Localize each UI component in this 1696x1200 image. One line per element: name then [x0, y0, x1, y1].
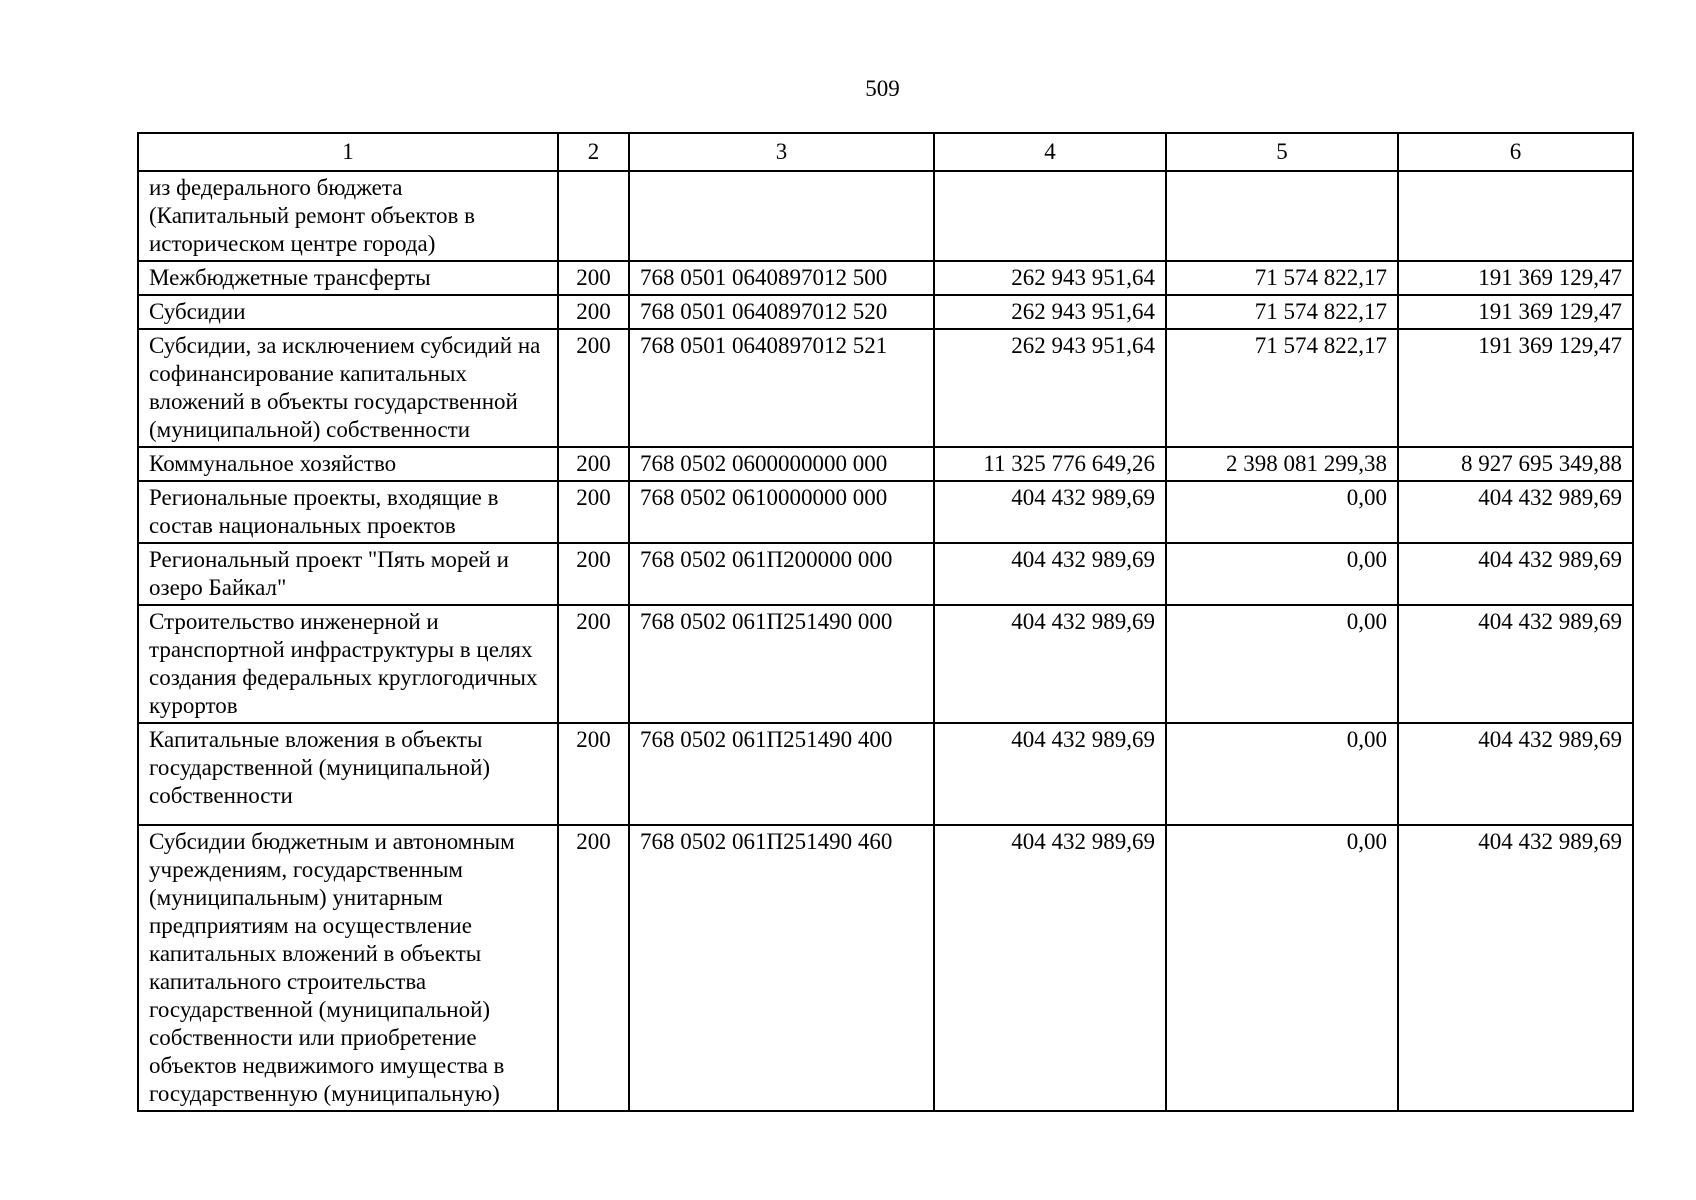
row-code: 200: [558, 605, 629, 723]
header-col-5: 5: [1166, 133, 1398, 171]
table-row: [138, 447, 1633, 481]
row-name: Капитальные вложения в объекты государственной (муниципальной) собственности: [138, 723, 558, 825]
budget-table: [137, 132, 1634, 1112]
row-col5: 71 574 822,17: [1166, 261, 1398, 295]
row-col6: 191 369 129,47: [1398, 261, 1633, 295]
row-col6: 404 432 989,69: [1398, 543, 1633, 605]
row-col5: 2 398 081 299,38: [1166, 447, 1398, 481]
row-col4: [934, 171, 1166, 261]
header-col-4: 4: [934, 133, 1166, 171]
row-name: Строительство инженерной и транспортной инфраструктуры в целях создания федеральных круглогодичных курортов: [138, 605, 558, 723]
row-name: Субсидии: [138, 295, 558, 329]
row-code: 200: [558, 261, 629, 295]
row-col5: [1166, 171, 1398, 261]
row-kbk: 768 0501 0640897012 521: [629, 329, 934, 447]
table-row: [138, 543, 1633, 605]
row-code: 200: [558, 543, 629, 605]
row-col6: 191 369 129,47: [1398, 295, 1633, 329]
row-col4: 404 432 989,69: [934, 481, 1166, 543]
row-code: 200: [558, 329, 629, 447]
header-col-2: 2: [558, 133, 629, 171]
row-code: 200: [558, 825, 629, 1111]
header-col-6: 6: [1398, 133, 1633, 171]
row-col6: 404 432 989,69: [1398, 825, 1633, 1111]
row-code: 200: [558, 723, 629, 825]
row-code: 200: [558, 295, 629, 329]
table-row: [138, 605, 1633, 723]
row-code: 200: [558, 481, 629, 543]
row-col6: 8 927 695 349,88: [1398, 447, 1633, 481]
table-row: [138, 295, 1633, 329]
row-name: из федерального бюджета (Капитальный ремонт объектов в историческом центре города): [138, 171, 558, 261]
row-col5: 0,00: [1166, 543, 1398, 605]
row-kbk: 768 0502 0610000000 000: [629, 481, 934, 543]
page-number: 509: [865, 76, 900, 101]
table-row: [138, 723, 1633, 825]
header-row: [138, 133, 1633, 171]
row-name: Субсидии, за исключением субсидий на софинансирование капитальных вложений в объекты государственной (муниципальной) собственности: [138, 329, 558, 447]
row-kbk: [629, 171, 934, 261]
row-col4: 262 943 951,64: [934, 295, 1166, 329]
row-col6: 404 432 989,69: [1398, 605, 1633, 723]
row-col4: 404 432 989,69: [934, 723, 1166, 825]
table-row: [138, 261, 1633, 295]
header-col-1: 1: [138, 133, 558, 171]
table-row: [138, 825, 1633, 1111]
table-row: [138, 329, 1633, 447]
row-col5: 0,00: [1166, 825, 1398, 1111]
row-name: Региональные проекты, входящие в состав национальных проектов: [138, 481, 558, 543]
row-kbk: 768 0502 061П251490 460: [629, 825, 934, 1111]
row-col5: 0,00: [1166, 481, 1398, 543]
row-kbk: 768 0502 061П251490 400: [629, 723, 934, 825]
row-code: 200: [558, 447, 629, 481]
row-col6: 191 369 129,47: [1398, 329, 1633, 447]
row-col4: 404 432 989,69: [934, 543, 1166, 605]
header-col-3: 3: [629, 133, 934, 171]
row-col4: 404 432 989,69: [934, 825, 1166, 1111]
row-kbk: 768 0502 0600000000 000: [629, 447, 934, 481]
row-col4: 11 325 776 649,26: [934, 447, 1166, 481]
row-col4: 262 943 951,64: [934, 329, 1166, 447]
row-col6: 404 432 989,69: [1398, 723, 1633, 825]
row-col5: 71 574 822,17: [1166, 295, 1398, 329]
row-name: Межбюджетные трансферты: [138, 261, 558, 295]
row-col5: 71 574 822,17: [1166, 329, 1398, 447]
row-code: [558, 171, 629, 261]
row-name: Коммунальное хозяйство: [138, 447, 558, 481]
row-col4: 404 432 989,69: [934, 605, 1166, 723]
table-row: [138, 481, 1633, 543]
table-row: [138, 171, 1633, 261]
row-kbk: 768 0502 061П251490 000: [629, 605, 934, 723]
row-col5: 0,00: [1166, 723, 1398, 825]
row-col6: [1398, 171, 1633, 261]
row-col5: 0,00: [1166, 605, 1398, 723]
row-col6: 404 432 989,69: [1398, 481, 1633, 543]
row-kbk: 768 0501 0640897012 500: [629, 261, 934, 295]
row-kbk: 768 0502 061П200000 000: [629, 543, 934, 605]
row-name: Субсидии бюджетным и автономным учреждениям, государственным (муниципальным) унитарным предприятиям на осуществление капитальных вложений в объекты капитального строительства государственной (муниципальной) собственности или приобретение объектов недвижимого имущества в государственную (муниципальную): [138, 825, 558, 1111]
row-col4: 262 943 951,64: [934, 261, 1166, 295]
row-name: Региональный проект "Пять морей и озеро Байкал": [138, 543, 558, 605]
row-kbk: 768 0501 0640897012 520: [629, 295, 934, 329]
